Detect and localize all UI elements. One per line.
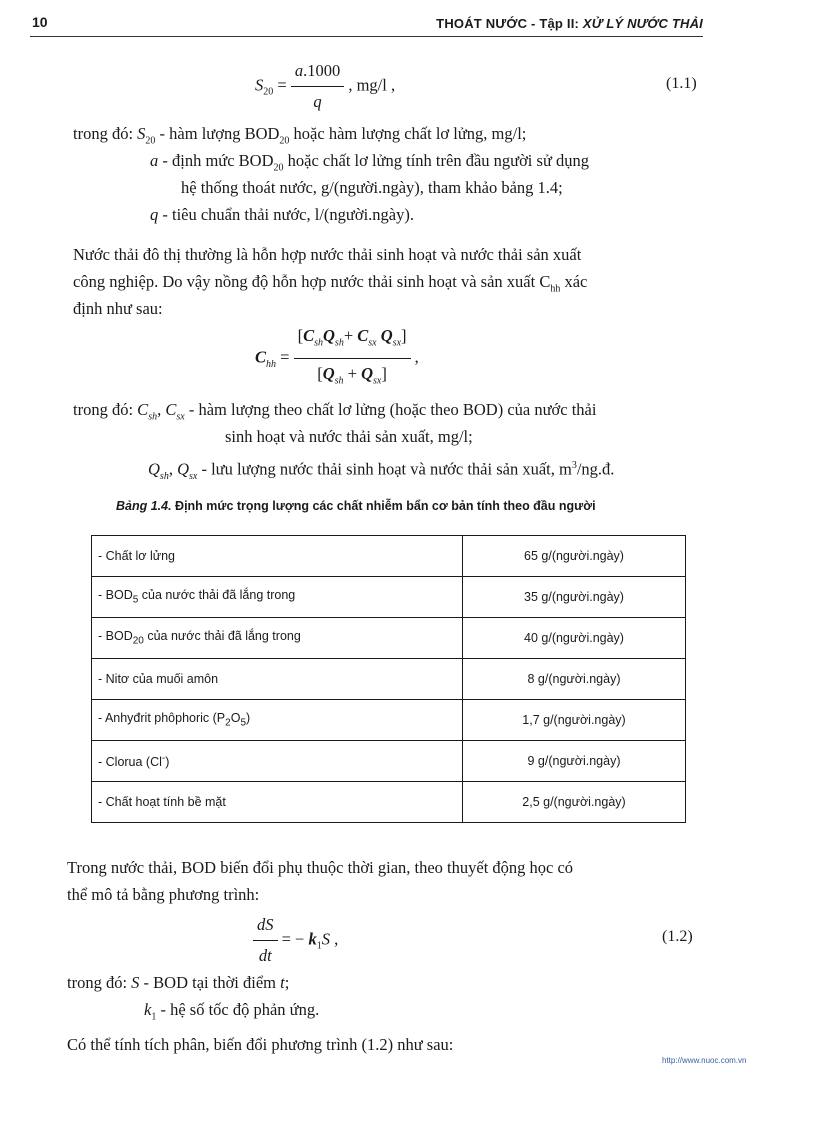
running-header-italic: XỬ LÝ NƯỚC THẢI [582,16,703,31]
equation-number-1-2: (1.2) [662,928,693,945]
table-row [92,782,686,823]
table-caption [116,499,596,513]
para1-line1: Nước thải đô thị thường là hỗn hợp nước thải sinh hoạt và nước thải sản xuất [73,245,582,264]
para1-line2: công nghiệp. Do vậy nồng độ hỗn hợp nước thải sinh hoạt và sản xuất $C_{hh}$ xác [73,272,588,295]
eq-mix-denominator: $[Q_{sh} + Q_{sx}]$ [317,364,387,387]
table-cell-name: - Chất lơ lửng [92,536,463,577]
para2-line1: Trong nước thải, BOD biến đổi phụ thuộc thời gian, theo thuyết động học có [67,858,574,877]
def1-a-line2: hệ thống thoát nước, g/(người.ngày), tham khảo bảng 1.4; [181,178,563,197]
eq2-fraction [253,912,278,969]
equation-1-2: $\frac{dS}{dt}$ = − $k_1S$ , [253,912,338,969]
table-row [92,741,686,782]
table-cell-value: 1,7 g/(người.ngày) [463,700,686,741]
def1-q-line: q - tiêu chuẩn thải nước, l/(người.ngày). [150,205,414,224]
table-row [92,700,686,741]
table-caption-label: Bảng 1.4. [116,499,172,513]
table-cell-value: 65 g/(người.ngày) [463,536,686,577]
running-header-main: THOÁT NƯỚC - Tập II: [436,16,583,31]
equation-1-1 [255,58,395,115]
table-cell-value: 35 g/(người.ngày) [463,577,686,618]
table-row [92,536,686,577]
def2-c-line2: sinh hoạt và nước thải sản xuất, mg/l; [225,427,473,446]
footer-url[interactable]: http://www.nuoc.com.vn [662,1056,747,1065]
table-row [92,618,686,659]
eq-mix-fraction [294,323,411,395]
table-cell-value: 9 g/(người.ngày) [463,741,686,782]
def3-s-line: trong đó: S - BOD tại thời điểm t; [67,973,290,992]
table-row [92,577,686,618]
def1-a-line: a - định mức $BOD_{20}$ hoặc chất lơ lửng tính trên đầu người sử dụng [150,151,590,174]
table-cell-name: - Nitơ của muối amôn [92,659,463,700]
eq1-numerator: a.1000 [294,61,341,80]
header-rule [30,36,703,37]
pollutant-table [91,535,686,823]
def2-q-line: $Q_{sh}$, $Q_{sx}$ - lưu lượng nước thải sinh hoạt và nước thải sản xuất, $m^3/ng.đ$. [148,459,615,482]
table-cell-name: - $BOD_5$ của nước thải đã lắng trong [92,577,463,618]
table-cell-value: 40 g/(người.ngày) [463,618,686,659]
eq1-unit: , mg/l , [348,75,396,95]
table-cell-name: - $BOD_{20}$ của nước thải đã lắng trong [92,618,463,659]
table-cell-name: - Clorua (Cl-) [92,741,463,782]
equation-mixture: $C_{hh}$ = $\frac{[C_{sh}Q_{sh}+ C_{sx} Q_{sx}]}{[Q_{sh} + Q_{sx}]}$ , [255,323,419,395]
table-cell-name: - Chất hoạt tính bề mặt [92,782,463,823]
table-row [92,659,686,700]
def1-s-line: trong đó: $S_{20}$ - hàm lượng $BOD_{20}$ hoặc hàm lượng chất lơ lửng, mg/l; [73,124,527,147]
para3-line1: Có thể tính tích phân, biến đổi phương trình (1.2) như sau: [67,1035,454,1054]
table-cell-name: - Anhyđrit phôphoric $(P_2O_5)$ [92,700,463,741]
table-cell-value: 2,5 g/(người.ngày) [463,782,686,823]
table-caption-text: Định mức trọng lượng các chất nhiễm bẩn cơ bản tính theo đầu người [171,499,596,513]
eq1-denominator: q [313,92,322,111]
para2-line2: thể mô tả bằng phương trình: [67,885,260,904]
eq1-lhs: S [255,75,264,95]
equation-number-1-1: (1.1) [666,75,697,92]
eq2-denominator: dt [258,946,272,965]
eq2-numerator: dS [257,915,274,934]
def2-c-line: trong đó: $C_{sh}$, $C_{sx}$ - hàm lượng theo chất lơ lửng (hoặc theo BOD) của nước thải [73,400,597,423]
eq-mix-numerator: [$C_{sh}Q_{sh}+ C_{sx}$ $Q_{sx}$] [297,326,407,349]
eq1-equals: = [277,75,287,95]
para1-line3: định như sau: [73,299,163,318]
def3-k-line: $k_1$ - hệ số tốc độ phản ứng. [144,1000,320,1023]
eq1-lhs-sub: 20 [263,86,274,98]
running-header [436,16,703,31]
eq1-fraction [291,58,344,115]
table-cell-value: 8 g/(người.ngày) [463,659,686,700]
page-number: 10 [32,14,48,30]
